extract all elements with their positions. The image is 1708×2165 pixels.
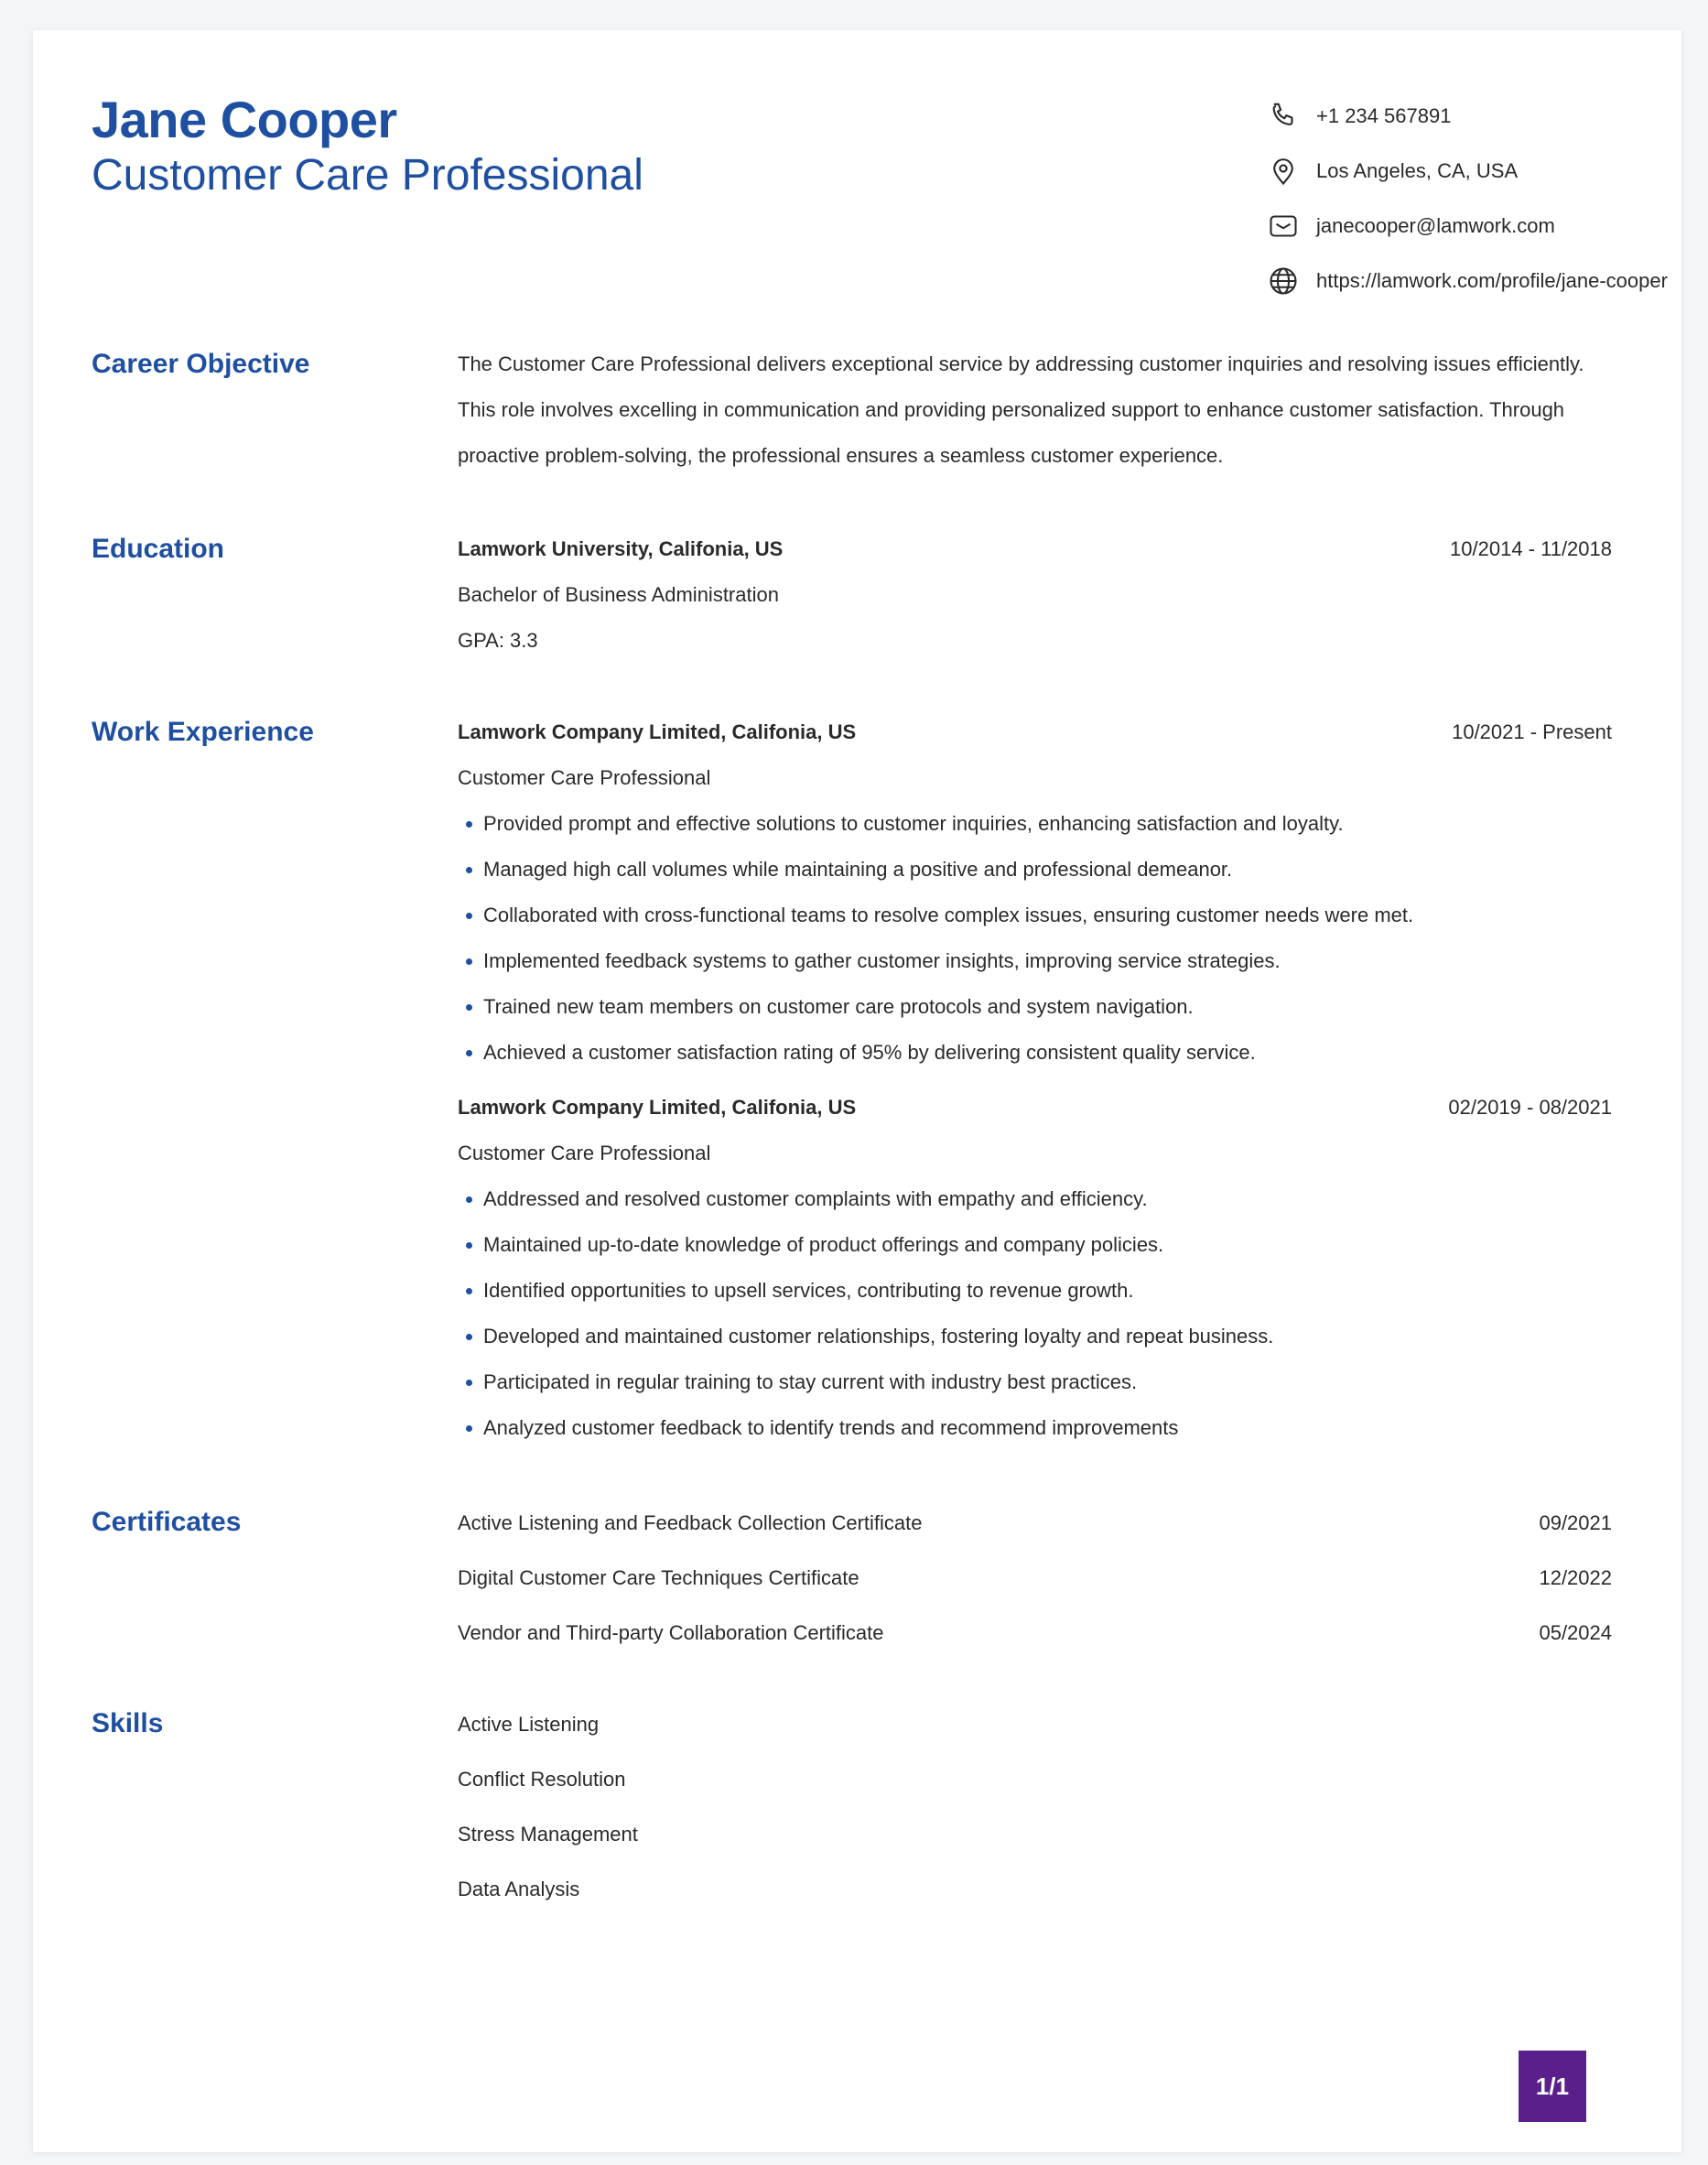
globe-icon xyxy=(1267,265,1300,298)
achievement-item: Managed high call volumes while maintaining a positive and professional demeanor. xyxy=(458,847,1612,893)
contact-phone xyxy=(1267,89,1688,144)
job-header-row xyxy=(458,709,1612,755)
website-link[interactable]: https://lamwork.com/profile/jane-cooper xyxy=(1316,269,1668,292)
skills-body xyxy=(458,1697,1612,1917)
company-name: Lamwork Company Limited, Califonia, US xyxy=(458,720,857,743)
certificate-date: 12/2022 xyxy=(1539,1566,1612,1589)
page-indicator: 1/1 xyxy=(1519,2051,1586,2122)
achievement-item: Analyzed customer feedback to identify trends and recommend improvements xyxy=(458,1405,1612,1451)
resume-page xyxy=(33,30,1681,2152)
education-header-row xyxy=(458,526,1612,572)
skill-item: Stress Management xyxy=(458,1823,638,1846)
achievement-item: Trained new team members on customer care protocols and system navigation. xyxy=(458,984,1612,1030)
certificate-row xyxy=(458,1551,1612,1606)
skill-item: Data Analysis xyxy=(458,1878,580,1900)
achievement-item: Achieved a customer satisfaction rating of 95% by delivering consistent quality service. xyxy=(458,1030,1612,1076)
achievement-item: Maintained up-to-date knowledge of product offerings and company policies. xyxy=(458,1222,1612,1268)
achievement-item: Participated in regular training to stay current with industry best practices. xyxy=(458,1359,1612,1405)
achievement-item: Addressed and resolved customer complaints with empathy and efficiency. xyxy=(458,1176,1612,1222)
job-role: Customer Care Professional xyxy=(458,1142,711,1164)
job-achievements xyxy=(458,1176,1612,1451)
contact-info xyxy=(1267,89,1688,309)
achievement-item: Developed and maintained customer relationships, fostering loyalty and repeat business. xyxy=(458,1314,1612,1359)
job-dates: 10/2021 - Present xyxy=(1452,720,1612,743)
certificates-body xyxy=(458,1496,1612,1661)
location-text: Los Angeles, CA, USA xyxy=(1316,159,1519,182)
job-entry xyxy=(458,709,1612,1076)
mail-icon xyxy=(1267,210,1300,243)
section-title-certificates: Certificates xyxy=(92,1507,242,1537)
school-name: Lamwork University, Califonia, US xyxy=(458,537,784,560)
section-title-work-experience: Work Experience xyxy=(92,717,314,747)
location-pin-icon xyxy=(1267,155,1300,188)
email-link[interactable]: janecooper@lamwork.com xyxy=(1316,214,1555,237)
achievement-item: Collaborated with cross-functional teams to resolve complex issues, ensuring customer needs were met. xyxy=(458,893,1612,938)
certificate-date: 05/2024 xyxy=(1539,1621,1612,1644)
phone-icon xyxy=(1267,100,1300,133)
job-achievements xyxy=(458,801,1612,1076)
contact-location xyxy=(1267,144,1688,199)
certificate-name: Vendor and Third-party Collaboration Certificate xyxy=(458,1621,884,1644)
certificate-name: Digital Customer Care Techniques Certificate xyxy=(458,1566,859,1589)
contact-email xyxy=(1267,199,1688,254)
achievement-item: Provided prompt and effective solutions to customer inquiries, enhancing satisfaction and loyalty. xyxy=(458,801,1612,847)
candidate-title: Customer Care Professional xyxy=(92,151,643,200)
section-title-skills: Skills xyxy=(92,1708,164,1738)
skill-item: Active Listening xyxy=(458,1713,600,1736)
degree: Bachelor of Business Administration xyxy=(458,583,779,606)
contact-website xyxy=(1267,254,1688,309)
job-role: Customer Care Professional xyxy=(458,766,711,789)
candidate-name: Jane Cooper xyxy=(92,91,397,148)
certificate-date: 09/2021 xyxy=(1539,1511,1612,1534)
education-dates: 10/2014 - 11/2018 xyxy=(1450,537,1612,560)
skill-item: Conflict Resolution xyxy=(458,1768,626,1791)
gpa: GPA: 3.3 xyxy=(458,629,538,652)
education-body xyxy=(458,526,1612,664)
objective-text: The Customer Care Professional delivers exceptional service by addressing customer inquiries and resolving issues efficiently. This role involves excelling in communication and providing personalized support to enhance customer satisfaction. Through proactive problem-solving, the professional ensures a seamless customer experience. xyxy=(458,352,1584,467)
job-entry xyxy=(458,1085,1612,1451)
certificate-name: Active Listening and Feedback Collection Certificate xyxy=(458,1511,923,1534)
achievement-item: Identified opportunities to upsell services, contributing to revenue growth. xyxy=(458,1268,1612,1314)
phone-number: +1 234 567891 xyxy=(1316,104,1452,127)
work-body xyxy=(458,709,1612,1451)
job-dates: 02/2019 - 08/2021 xyxy=(1448,1096,1612,1119)
certificate-row xyxy=(458,1606,1612,1661)
company-name: Lamwork Company Limited, Califonia, US xyxy=(458,1096,857,1119)
objective-body xyxy=(458,349,1612,479)
resume-header xyxy=(92,89,1668,345)
certificate-row xyxy=(458,1496,1612,1551)
section-title-career-objective: Career Objective xyxy=(92,349,310,379)
achievement-item: Implemented feedback systems to gather customer insights, improving service strategies. xyxy=(458,938,1612,984)
job-header-row xyxy=(458,1085,1612,1131)
section-title-education: Education xyxy=(92,534,225,564)
